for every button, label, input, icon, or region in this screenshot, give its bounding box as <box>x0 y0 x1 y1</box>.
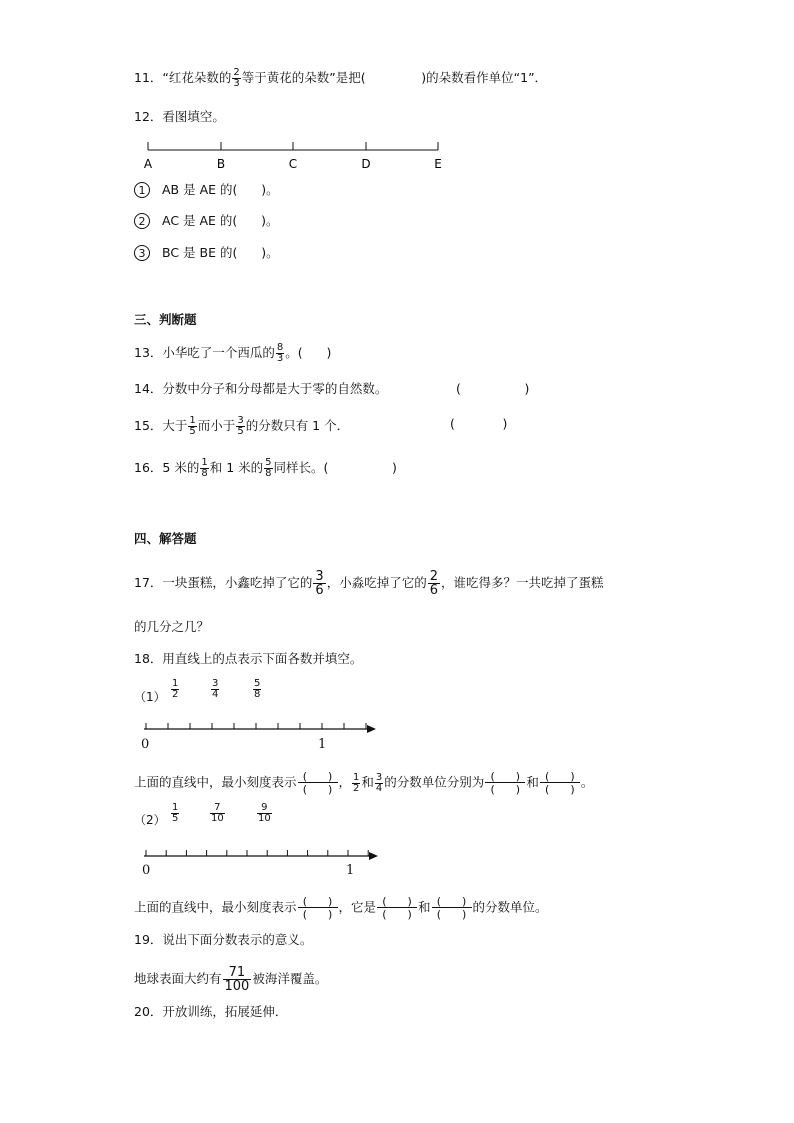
circled-number-1: 1 <box>134 182 150 198</box>
q18-p1-fraction-a <box>352 773 360 794</box>
q14-text: 14．分数中分子和分母都是大于零的自然数。 <box>134 381 388 396</box>
q11-text-2: 等于黄花的朵数”是把( <box>241 70 366 85</box>
q16-f1-denominator: 8 <box>201 468 208 479</box>
q18-part1-fraction-1 <box>170 679 180 700</box>
q18-p2-blank-fraction-1[interactable] <box>298 896 338 920</box>
q18-part2-fraction-1 <box>170 803 180 824</box>
blank-numerator[interactable]: ( ) <box>382 895 412 908</box>
q17-f1-denominator: 6 <box>315 583 324 598</box>
point-label-e: E <box>434 157 442 171</box>
blank-numerator[interactable]: ( ) <box>545 770 575 783</box>
q18-p1-blank-fraction-2[interactable] <box>485 771 525 795</box>
point-label-c: C <box>288 157 298 171</box>
question-19-statement <box>134 966 327 993</box>
q18-p1-f2-denominator: 4 <box>212 689 219 700</box>
question-18-title: 18．用直线上的点表示下面各数并填空。 <box>134 651 363 666</box>
q15-fraction-1 <box>188 416 196 437</box>
circled-number-2: 2 <box>134 213 150 229</box>
q18-p2-text-3: 的分数单位。 <box>472 899 548 915</box>
q16-fraction-2 <box>264 458 272 479</box>
q19-text-1: 地球表面大约有 <box>134 971 222 986</box>
question-20-title: 20．开放训练，拓展延伸． <box>134 1004 288 1019</box>
segment-diagram <box>140 136 450 174</box>
blank-denominator[interactable]: ( ) <box>298 907 338 920</box>
q18-p2-f1-denominator: 5 <box>172 813 179 824</box>
q18-part1-fraction-2 <box>210 679 220 700</box>
blank-denominator[interactable]: ( ) <box>540 782 580 795</box>
q18-p2-blank-fraction-3[interactable] <box>432 896 472 920</box>
blank-denominator[interactable]: ( ) <box>298 782 338 795</box>
q18-part2-label: （2） <box>134 813 166 827</box>
q11-fraction <box>232 68 240 89</box>
q13-text-2: 。( ) <box>285 345 332 360</box>
section-3-heading: 三、判断题 <box>134 312 197 327</box>
blank-numerator[interactable]: ( ) <box>302 770 333 783</box>
q17-fraction-1 <box>313 570 325 597</box>
q16-text-1: 5 米的 <box>162 460 200 475</box>
question-11 <box>134 68 547 89</box>
q18-p1-and-2: 和 <box>526 774 539 790</box>
q18-p1-end: 。 <box>580 774 594 790</box>
q17-f1-numerator: 3 <box>315 569 324 584</box>
q14-answer-paren[interactable]: ( ) <box>456 381 530 396</box>
q19-numerator: 71 <box>228 965 246 980</box>
q16-f1-numerator: 1 <box>201 457 208 468</box>
q18-part2-question <box>134 896 548 920</box>
q18-p1-fb-numerator: 3 <box>375 771 383 783</box>
q18-part2-fraction-3 <box>256 803 273 824</box>
q16-f2-denominator: 8 <box>265 468 272 479</box>
blank-denominator[interactable]: ( ) <box>485 782 525 795</box>
q18-part1-label: （1） <box>134 690 166 704</box>
q17-text-1: 一块蛋糕，小鑫吃掉了它的 <box>162 575 313 590</box>
q11-number: 11． <box>134 70 163 85</box>
q18-p1-and: 和 <box>361 774 374 790</box>
q12-item-2 <box>134 213 279 229</box>
q18-p2-f1-numerator: 1 <box>172 802 179 813</box>
blank-denominator[interactable]: ( ) <box>432 907 472 920</box>
q16-number: 16． <box>134 460 163 475</box>
q12-item-3 <box>134 245 279 261</box>
q16-text-2: 和 1 米的 <box>209 460 264 475</box>
q18-part1-question <box>134 771 593 795</box>
q16-f2-numerator: 5 <box>265 457 272 468</box>
q18-p2-blank-fraction-2[interactable] <box>377 896 417 920</box>
q18-p1-f1-denominator: 2 <box>172 689 179 700</box>
q18-p2-text-2: ，它是 <box>338 899 377 915</box>
q18-p1-fa-numerator: 1 <box>353 771 360 783</box>
q15-f2-numerator: 3 <box>237 415 244 426</box>
blank-numerator[interactable]: ( ) <box>302 895 333 908</box>
q15-f1-numerator: 1 <box>189 415 196 426</box>
q17-number: 17． <box>134 575 163 590</box>
question-16 <box>134 458 397 479</box>
q12-item-1 <box>134 182 279 198</box>
q18-p2-and: 和 <box>418 899 431 915</box>
point-label-b: B <box>216 157 226 171</box>
q18-p2-f2-denominator: 10 <box>211 813 224 824</box>
q16-fraction-1 <box>200 458 208 479</box>
q13-numerator: 8 <box>276 342 284 353</box>
point-label-a: A <box>143 157 153 171</box>
number-line-2-zero: 0 <box>142 863 151 878</box>
q15-number: 15． <box>134 418 163 433</box>
q15-text-2: 而小于 <box>197 418 236 433</box>
number-line-1-zero: 0 <box>141 737 150 752</box>
q11-text-3: )的朵数看作单位“1”． <box>421 70 548 85</box>
q19-denominator: 100 <box>224 979 250 994</box>
q18-p1-text-2: ， <box>338 774 352 790</box>
q15-answer-paren[interactable]: ( ) <box>450 416 508 431</box>
blank-numerator[interactable]: ( ) <box>436 895 467 908</box>
number-line-2 <box>138 845 382 865</box>
q13-number: 13． <box>134 345 163 360</box>
q18-p1-text-3: 的分数单位分别为 <box>384 774 485 790</box>
question-19-title: 19．说出下面分数表示的意义。 <box>134 932 313 947</box>
q18-p1-f3-denominator: 8 <box>254 689 261 700</box>
number-line-2-arrow <box>369 852 378 860</box>
q18-p1-fb-denominator: 4 <box>375 782 383 794</box>
number-line-2-one: 1 <box>346 863 355 878</box>
q17-text-3: ，谁吃得多？一共吃掉了蛋糕 <box>441 575 604 590</box>
q13-denominator: 3 <box>276 353 284 364</box>
q13-text-1: 小华吃了一个西瓜的 <box>162 345 275 360</box>
q17-fraction-2 <box>428 570 440 597</box>
q18-p1-f2-numerator: 3 <box>212 678 219 689</box>
q15-fraction-2 <box>236 416 244 437</box>
q18-part1-fraction-3 <box>252 679 262 700</box>
number-line-1-arrow <box>367 725 376 733</box>
q18-p1-blank-fraction-3[interactable] <box>540 771 580 795</box>
q17-f2-denominator: 6 <box>429 583 438 598</box>
number-line-1 <box>138 718 380 738</box>
question-13 <box>134 343 331 364</box>
q19-text-2: 被海洋覆盖。 <box>252 971 328 986</box>
q11-denominator: 3 <box>233 78 240 89</box>
point-label-d: D <box>361 157 371 171</box>
question-17 <box>134 570 604 597</box>
q13-fraction <box>276 343 284 364</box>
q15-f2-denominator: 5 <box>237 426 244 437</box>
q17-line-2: 的几分之几？ <box>134 619 210 634</box>
q18-p1-f1-numerator: 1 <box>172 678 179 689</box>
blank-numerator[interactable]: ( ) <box>490 770 521 783</box>
q15-text-1: 大于 <box>162 418 188 433</box>
q17-f2-numerator: 2 <box>429 569 438 584</box>
number-line-2-ticks <box>146 850 368 856</box>
q11-numerator: 2 <box>233 67 240 78</box>
q12-item-2-text: AC 是 AE 的( )。 <box>162 213 279 228</box>
q18-part2-fraction-2 <box>209 803 226 824</box>
section-4-heading: 四、解答题 <box>134 531 197 546</box>
question-14 <box>134 381 530 397</box>
q15-f1-denominator: 5 <box>189 426 196 437</box>
q18-p2-text-1: 上面的直线中，最小刻度表示 <box>134 899 297 915</box>
q18-p1-fa-denominator: 2 <box>353 782 360 794</box>
q18-p1-f3-numerator: 5 <box>254 678 261 689</box>
q18-p2-f3-numerator: 9 <box>261 802 268 813</box>
q17-text-2: ，小淼吃掉了它的 <box>326 575 427 590</box>
q19-fraction <box>223 966 252 993</box>
number-line-1-one: 1 <box>318 737 327 752</box>
q18-p2-f3-denominator: 10 <box>258 813 271 824</box>
blank-denominator[interactable]: ( ) <box>377 907 417 920</box>
question-12-title: 12．看图填空。 <box>134 109 225 124</box>
q12-item-3-text: BC 是 BE 的( )。 <box>162 245 279 260</box>
q12-item-1-text: AB 是 AE 的( )。 <box>162 182 279 197</box>
q11-text-1: “红花朵数的 <box>162 70 232 85</box>
q18-p1-fraction-b <box>375 773 383 794</box>
q18-p2-f2-numerator: 7 <box>214 802 221 813</box>
number-line-1-ticks <box>146 723 366 729</box>
q15-text-3: 的分数只有 1 个． <box>245 418 350 433</box>
circled-number-3: 3 <box>134 245 150 261</box>
q18-p1-text-1: 上面的直线中，最小刻度表示 <box>134 774 297 790</box>
q16-text-3: 同样长。( ) <box>273 460 397 475</box>
question-15 <box>134 415 508 437</box>
q11-answer-blank[interactable] <box>366 70 422 85</box>
q18-p1-blank-fraction-1[interactable] <box>298 771 338 795</box>
